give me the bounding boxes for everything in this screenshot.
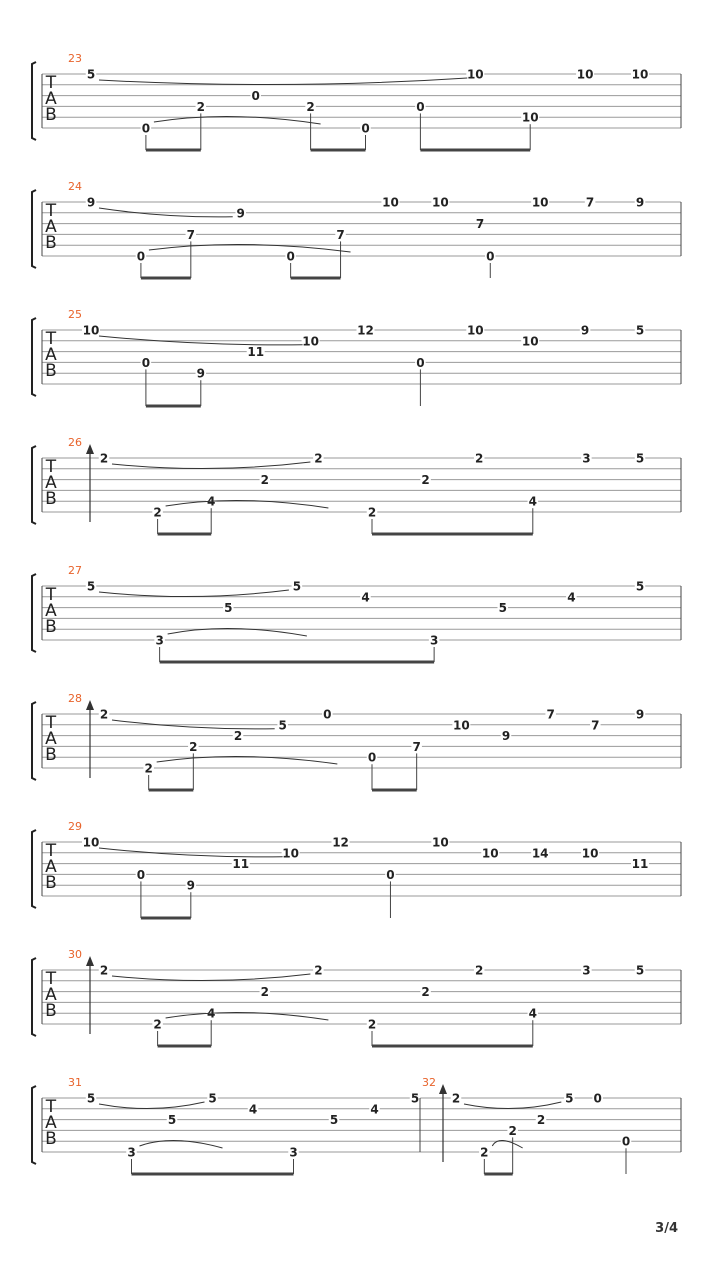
tab-clef-letter: A: [45, 601, 57, 621]
fret-number: 10: [481, 846, 499, 861]
system-bracket: [32, 318, 36, 396]
tab-system: [32, 52, 681, 150]
tab-clef-letter: T: [45, 73, 57, 93]
fret-number: 5: [329, 1113, 339, 1128]
fret-number: 5: [565, 1091, 574, 1106]
measure-number: 24: [68, 180, 82, 193]
fret-number: 12: [357, 323, 374, 338]
system-bracket: [32, 446, 36, 524]
fret-number: 9: [236, 206, 245, 221]
fret-number: 5: [498, 601, 507, 616]
fret-number: 10: [282, 846, 299, 861]
fret-number: 0: [621, 1134, 631, 1149]
fret-number: 2: [153, 1017, 162, 1032]
fret-number: 2: [233, 729, 243, 744]
fret-number: 0: [486, 249, 495, 264]
tie: [99, 1102, 205, 1109]
fret-number: 5: [86, 579, 96, 594]
fret-number: 0: [136, 249, 146, 264]
fret-number: 5: [635, 323, 645, 338]
tab-clef-letter: T: [45, 713, 57, 733]
tuplet-number: 7: [475, 217, 485, 231]
fret-number: 11: [247, 345, 265, 360]
fret-number: 10: [432, 195, 449, 210]
fret-number: 5: [86, 1091, 96, 1106]
fret-number: 4: [528, 494, 537, 509]
tab-clef-letter: T: [45, 329, 57, 349]
fret-number: 2: [314, 963, 323, 978]
tab-clef-letter: A: [45, 729, 57, 749]
fret-number: 10: [82, 323, 100, 338]
measure-number: 23: [68, 52, 82, 65]
fret-number: 2: [367, 505, 377, 520]
fret-number: 0: [136, 867, 146, 882]
tie: [112, 462, 310, 469]
tab-clef-letter: B: [45, 105, 57, 125]
fret-number: 2: [367, 1017, 377, 1032]
fret-number: 0: [416, 355, 425, 370]
fret-number: 5: [635, 451, 645, 466]
fret-number: 2: [475, 451, 484, 466]
measure-number: 29: [68, 820, 82, 833]
system-bracket: [32, 190, 36, 268]
fret-number: 10: [576, 67, 594, 82]
fret-number: 0: [361, 121, 370, 136]
fret-number: 2: [451, 1091, 461, 1106]
fret-number: 2: [144, 761, 153, 776]
fret-number: 2: [153, 505, 162, 520]
fret-number: 7: [412, 739, 421, 754]
tab-clef-letter: T: [45, 585, 57, 605]
fret-number: 9: [186, 878, 195, 893]
fret-number: 2: [196, 99, 205, 114]
fret-number: 2: [99, 707, 109, 722]
tab-clef-letter: A: [45, 473, 57, 493]
tie: [99, 78, 467, 85]
tab-clef-letter: T: [45, 841, 57, 861]
fret-number: 10: [82, 835, 100, 850]
fret-number: 9: [501, 729, 511, 744]
fret-number: 2: [314, 451, 323, 466]
tab-system: [32, 308, 681, 406]
fret-number: 10: [466, 323, 484, 338]
fret-number: 10: [382, 195, 399, 210]
fret-number: 7: [591, 718, 600, 733]
measure-number: 26: [68, 436, 82, 449]
fret-number: 12: [332, 835, 349, 850]
tab-clef-letter: T: [45, 969, 57, 989]
tab-clef-letter: T: [45, 457, 57, 477]
fret-number: 7: [186, 227, 195, 242]
strum-arrow-head: [86, 956, 94, 966]
fret-number: 0: [386, 867, 395, 882]
fret-number: 2: [421, 473, 430, 488]
system-bracket: [32, 574, 36, 652]
tab-clef-letter: B: [45, 361, 57, 381]
fret-number: 0: [593, 1091, 602, 1106]
tab-system: [32, 564, 681, 662]
fret-number: 10: [521, 334, 539, 349]
system-bracket: [32, 702, 36, 780]
fret-number: 5: [410, 1091, 420, 1106]
tab-clef-letter: B: [45, 873, 57, 893]
fret-number: 10: [466, 67, 484, 82]
fret-number: 4: [370, 1102, 379, 1117]
strum-arrow-head: [86, 444, 94, 454]
fret-number: 7: [546, 707, 555, 722]
tab-clef-letter: T: [45, 1097, 57, 1117]
fret-number: 9: [580, 323, 590, 338]
fret-number: 3: [155, 633, 164, 648]
tab-system: [32, 180, 681, 278]
fret-number: 2: [99, 963, 109, 978]
strum-arrow-head: [86, 700, 94, 710]
fret-number: 0: [141, 121, 151, 136]
fret-number: 10: [302, 334, 319, 349]
fret-number: 10: [452, 718, 470, 733]
fret-number: 4: [361, 590, 370, 605]
fret-number: 5: [86, 67, 96, 82]
fret-number: 10: [631, 67, 649, 82]
fret-number: 0: [416, 99, 425, 114]
fret-number: 2: [536, 1113, 546, 1128]
fret-number: 9: [635, 195, 645, 210]
fret-number: 7: [336, 227, 345, 242]
tab-clef-letter: B: [45, 489, 57, 509]
tab-clef-letter: A: [45, 857, 57, 877]
fret-number: 9: [86, 195, 96, 210]
fret-number: 5: [224, 601, 233, 616]
fret-number: 0: [251, 89, 260, 104]
measure-number: 25: [68, 308, 82, 321]
measure-number: 28: [68, 692, 82, 705]
fret-number: 11: [631, 857, 649, 872]
fret-number: 3: [582, 963, 591, 978]
tab-system: [32, 1076, 681, 1174]
fret-number: 3: [582, 451, 591, 466]
tab-system: [32, 820, 681, 918]
fret-number: 0: [141, 355, 151, 370]
fret-number: 9: [196, 366, 205, 381]
fret-number: 2: [260, 985, 269, 1000]
tab-clef-letter: B: [45, 1001, 57, 1021]
tab-clef-letter: A: [45, 985, 57, 1005]
tab-clef-letter: A: [45, 217, 57, 237]
fret-number: 0: [286, 249, 295, 264]
tab-clef-letter: B: [45, 745, 57, 765]
fret-number: 14: [531, 846, 549, 861]
fret-number: 0: [367, 750, 377, 765]
system-bracket: [32, 62, 36, 140]
fret-number: 5: [635, 963, 645, 978]
strum-arrow-head: [439, 1084, 447, 1094]
fret-number: 2: [480, 1145, 489, 1160]
measure-number: 31: [68, 1076, 82, 1089]
fret-number: 0: [323, 707, 332, 722]
fret-number: 7: [585, 195, 595, 210]
fret-number: 2: [306, 99, 315, 114]
tab-system: [32, 948, 681, 1046]
fret-number: 5: [208, 1091, 217, 1106]
fret-number: 10: [432, 835, 449, 850]
system-bracket: [32, 1086, 36, 1164]
fret-number: 11: [232, 857, 250, 872]
fret-number: 4: [207, 494, 216, 509]
fret-number: 9: [635, 707, 645, 722]
fret-number: 4: [207, 1006, 216, 1021]
fret-number: 3: [127, 1145, 136, 1160]
fret-number: 2: [508, 1123, 517, 1138]
tab-clef-letter: B: [45, 1129, 57, 1149]
fret-number: 4: [567, 590, 576, 605]
fret-number: 4: [248, 1102, 258, 1117]
tie: [112, 974, 310, 981]
tie: [99, 590, 289, 597]
tab-clef-letter: A: [45, 1113, 57, 1133]
fret-number: 2: [260, 473, 269, 488]
fret-number: 10: [581, 846, 599, 861]
fret-number: 2: [189, 739, 198, 754]
measure-number: 32: [422, 1076, 436, 1089]
tab-clef-letter: B: [45, 233, 57, 253]
system-bracket: [32, 830, 36, 908]
fret-number: 5: [635, 579, 645, 594]
fret-number: 4: [528, 1006, 537, 1021]
fret-number: 3: [289, 1145, 298, 1160]
fret-number: 2: [475, 963, 484, 978]
fret-number: 10: [521, 110, 539, 125]
tab-clef-letter: A: [45, 89, 57, 109]
tab-system: [32, 692, 681, 790]
tab-clef-letter: T: [45, 201, 57, 221]
fret-number: 5: [167, 1113, 177, 1128]
fret-number: 2: [421, 985, 430, 1000]
fret-number: 10: [531, 195, 549, 210]
fret-number: 3: [429, 633, 439, 648]
measure-number: 30: [68, 948, 82, 961]
fret-number: 5: [292, 579, 302, 594]
tab-system: [32, 436, 681, 534]
tab-clef-letter: A: [45, 345, 57, 365]
measure-number: 27: [68, 564, 82, 577]
fret-number: 5: [278, 718, 287, 733]
tab-clef-letter: B: [45, 617, 57, 637]
fret-number: 2: [99, 451, 109, 466]
page-number: 3/4: [655, 1221, 678, 1236]
system-bracket: [32, 958, 36, 1036]
tie: [464, 1102, 561, 1109]
